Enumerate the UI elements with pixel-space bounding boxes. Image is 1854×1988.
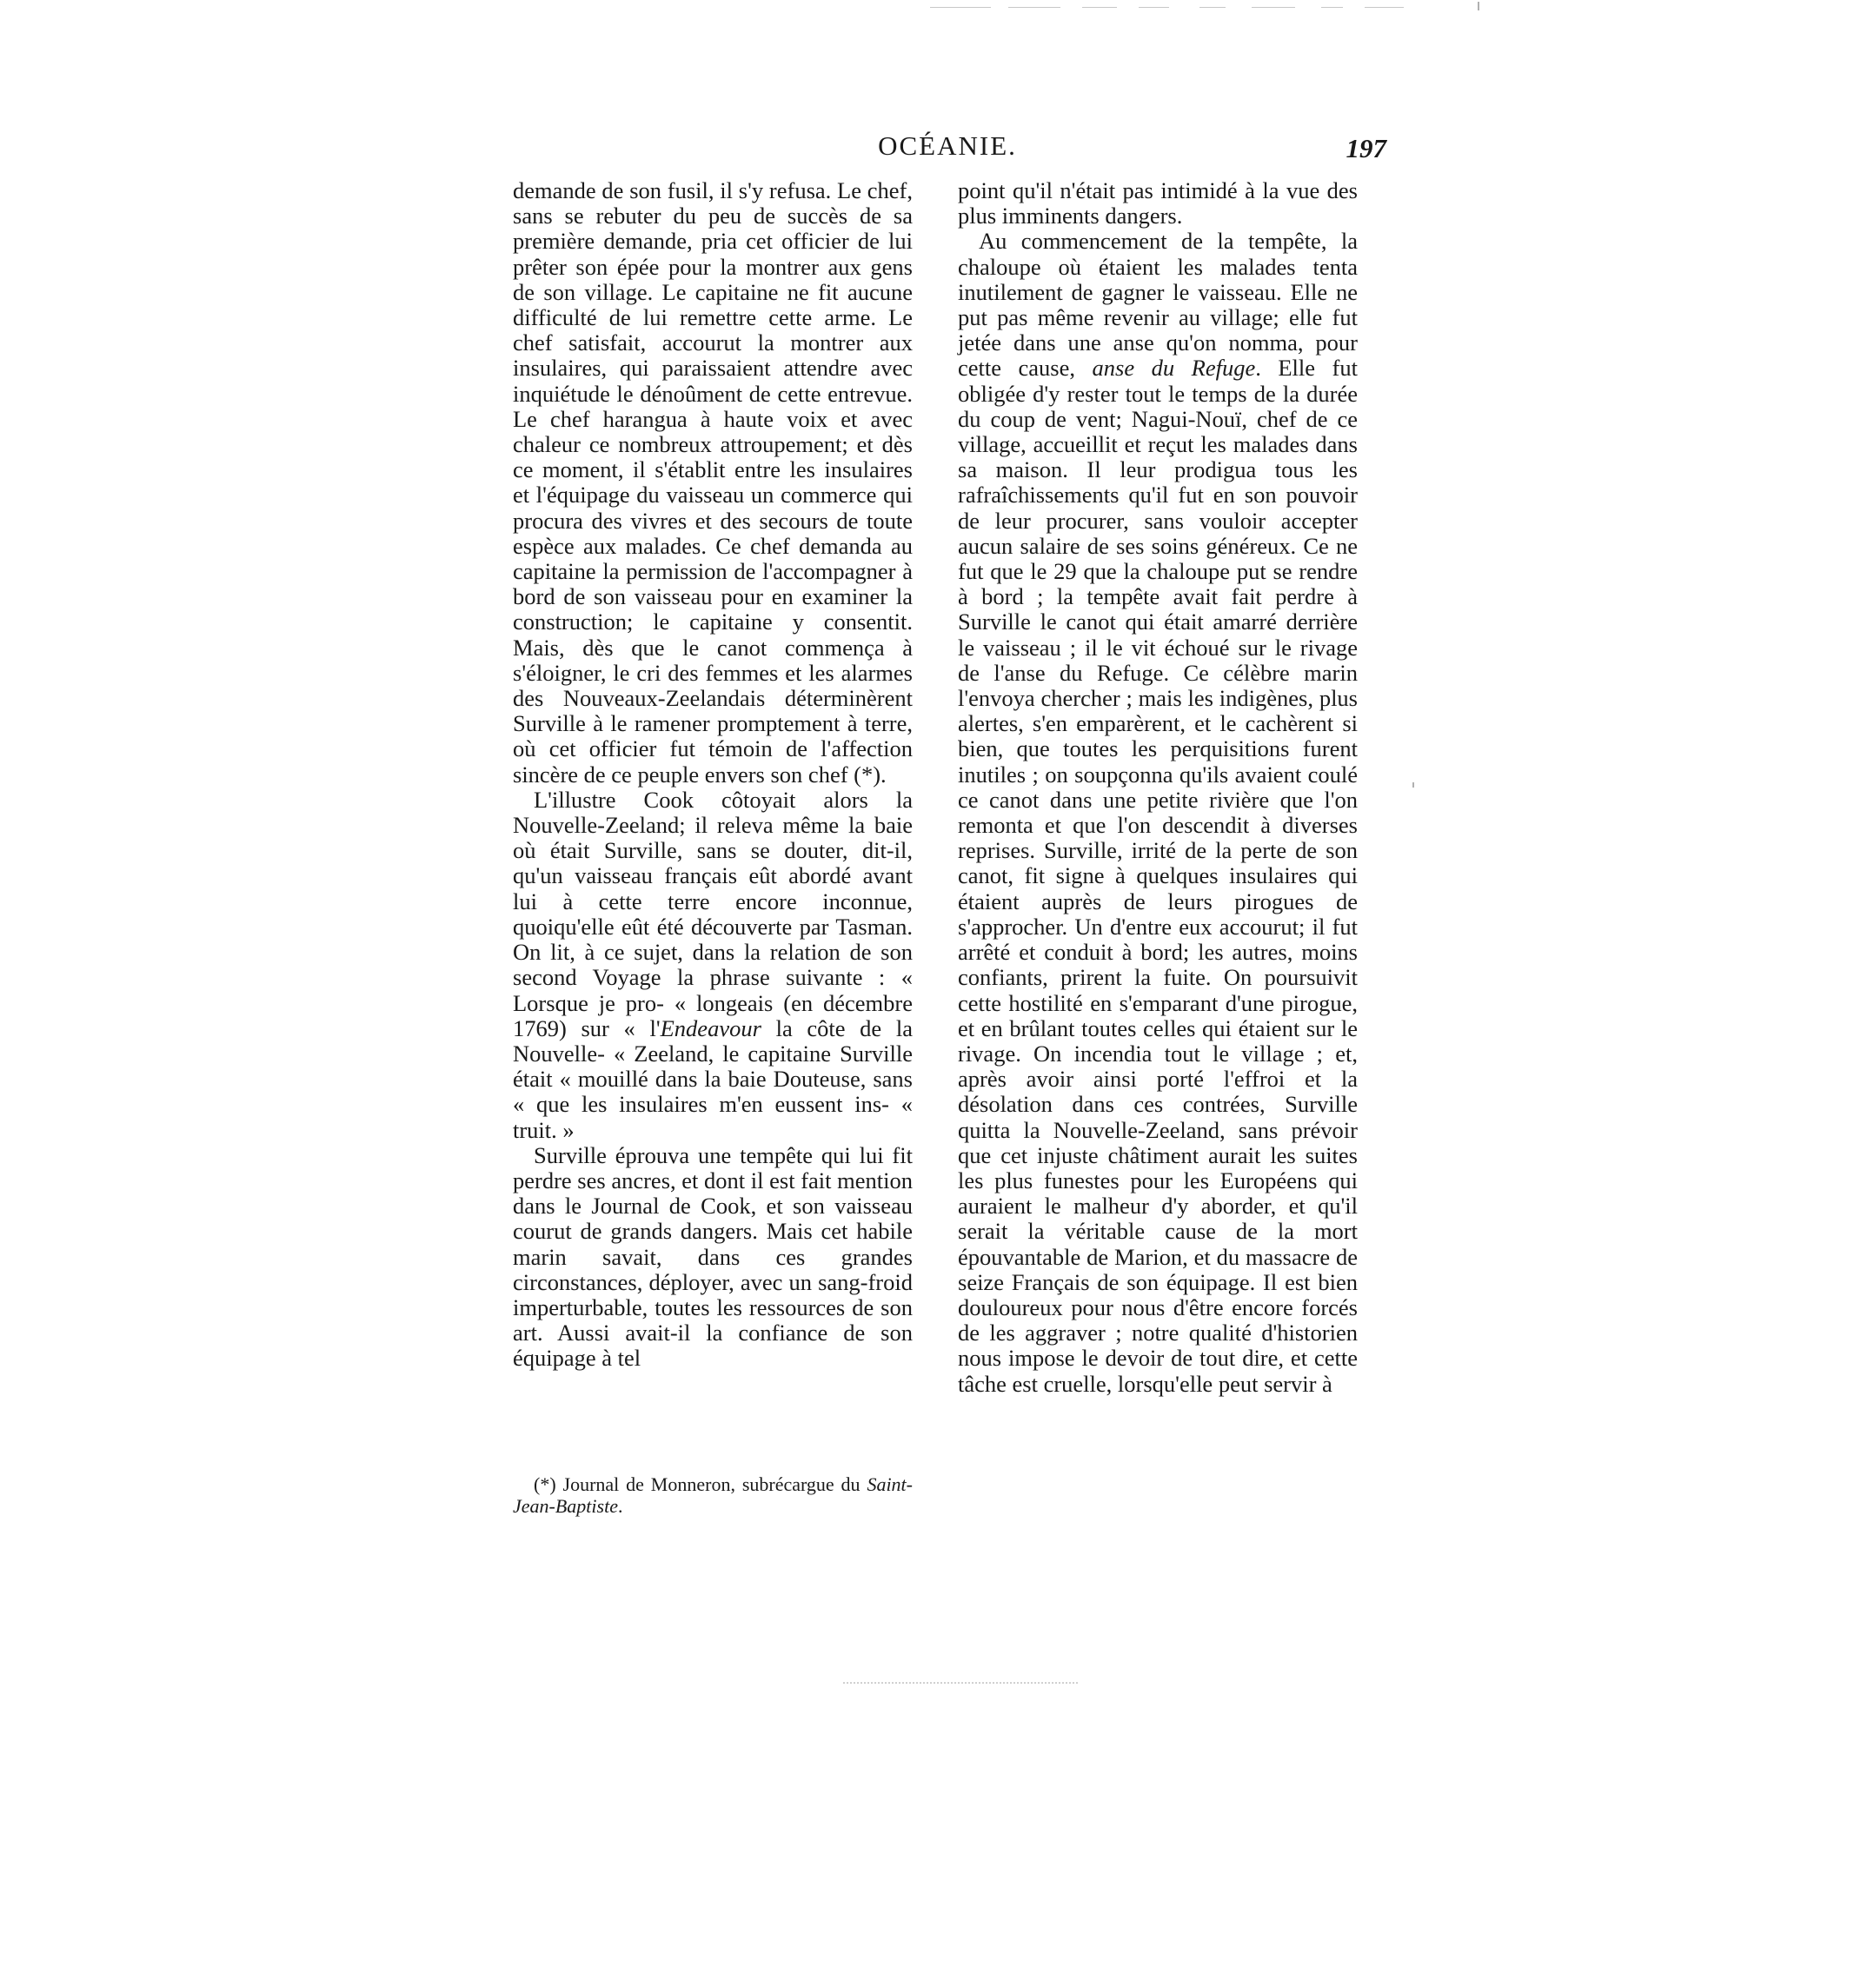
paragraph: [513, 788, 913, 1143]
scan-line: [1365, 7, 1404, 8]
scan-line: [1082, 7, 1117, 8]
page-number: 197: [1346, 133, 1386, 163]
text-run: Au commencement de la tempête, la chaloupe où étaient les malades tenta inutilement de gagner le vaisseau. Elle ne put pas même revenir au village; elle fut jetée dans une anse qu'on nomma, pour cette cause,: [958, 228, 1358, 382]
footnote-ship: Saint-Jean-Baptiste: [513, 1473, 913, 1517]
running-head: OCÉANIE.: [878, 130, 1017, 161]
footnote-text: (*) Journal de Monneron, subrécargue du: [534, 1473, 867, 1495]
left-column: [513, 178, 913, 1372]
paragraph: point qu'il n'était pas intimidé à la vue des plus imminents dangers.: [958, 177, 1358, 229]
scan-mark: [1478, 2, 1479, 10]
footnote-end: .: [617, 1495, 623, 1517]
scan-line: [930, 7, 991, 8]
text-run: L'illustre Cook côtoyait alors la Nouvelle-Zeeland; il releva même la baie où était Surville, sans se douter, dit-il, qu'un vaisseau français eût abordé avant lui à cette terre encore inconnue, quoiqu'elle eût été découverte par Tasman. On lit, à ce sujet, dans la relation de son second Voyage la phrase suivante : « Lorsque je pro- « longeais (en décembre 1769) sur « l': [513, 786, 913, 1041]
scan-line: [1139, 7, 1169, 8]
paragraph: Surville éprouva une tempête qui lui fit perdre ses ancres, et dont il est fait mention dans le Journal de Cook, et son vaisseau courut de grands dangers. Mais cet habile marin savait, dans ces grandes circonstances, déployer, avec un sang-froid imperturbable, toutes les ressources de son art. Aussi avait-il la confiance de son équipage à tel: [513, 1141, 913, 1372]
text-run: la côte de la Nouvelle- « Zeeland, le capitaine Surville était « mouillé dans la baie Douteuse, sans « que les insulaires m'en eussent ins- « truit. »: [513, 1014, 913, 1143]
text-run: . Elle fut obligée d'y rester tout le temps de la durée du coup de vent; Nagui-Nouï, chef de ce village, accueillit et reçut les malades dans sa maison. Il leur prodigua tous les rafraîchissements qu'il fut en son pouvoir de leur procurer, sans vouloir accepter aucun salaire de ses soins généreux. Ce ne fut que le 29 que la chaloupe put se rendre à bord ; la tempête avait fait perdre à Surville le canot qui était amarré derrière le vaisseau ; il le vit échoué sur le rivage de l'anse du Refuge. Ce célèbre marin l'envoya chercher ; mais les indigènes, plus alertes, s'en emparèrent, et le cachèrent si bien, que toutes les perquisitions furent inutiles ; on soupçonna qu'ils avaient coulé ce canot dans une petite rivière que l'on remonta et que l'on descendit à diverses reprises. Surville, irrité de la perte de son canot, fit signe à quelques insulaires qui étaient auprès de leurs pirogues de s'approcher. Un d'entre eux accourut; il fut arrêté et conduit à bord; les autres, moins confiants, prirent la fuite. On poursuivit cette hostilité en s'emparant d'une pirogue, et en brûlant toutes celles qui étaient sur le rivage. On incendia tout le village ; et, après avoir ainsi porté l'effroi et la désolation dans ces contrées, Surville quitta la Nouvelle-Zeeland, sans prévoir que cet injuste châtiment aurait les suites les plus funestes pour les Européens qui auraient le malheur d'y aborder, et qu'il serait la véritable cause de la mort épouvantable de Marion, et du massacre de seize Français de son équipage. Il est bien douloureux pour nous d'être encore forcés de les aggraver ; notre qualité d'historien nous impose le devoir de tout dire, et cette tâche est cruelle, lorsqu'elle peut servir à: [958, 355, 1358, 1397]
scan-mark: [1412, 782, 1414, 788]
scan-line: [1008, 7, 1060, 8]
paragraph: demande de son fusil, il s'y refusa. Le chef, sans se rebuter du peu de succès de sa première demande, pria cet officier de lui prêter son épée pour la montrer aux gens de son village. Le capitaine ne fit aucune difficulté de lui remettre cette arme. Le chef satisfait, accourut la montrer aux insulaires, qui paraissaient attendre avec inquiétude le dénoûment de cette entrevue. Le chef harangua à haute voix et avec chaleur ce nombreux attroupement; et dès ce moment, il s'établit entre les insulaires et l'équipage du vaisseau un commerce qui procura des vivres et des secours de toute espèce aux malades. Ce chef demanda au capitaine la permission de l'accompagner à bord de son vaisseau pour en examiner la construction; le capitaine y consentit. Mais, dès que le canot commença à s'éloigner, le cri des femmes et les alarmes des Nouveaux-Zeelandais déterminèrent Surville à le ramener promptement à terre, où cet officier fut témoin de l'affection sincère de ce peuple envers son chef (*).: [513, 177, 913, 788]
scan-line: [1199, 7, 1226, 8]
right-column: [958, 178, 1358, 1397]
footnote: [513, 1473, 913, 1517]
paragraph: [958, 229, 1358, 1396]
scan-dots: [843, 1682, 1078, 1685]
scan-line: [1321, 7, 1343, 8]
place-name: anse du Refuge: [1092, 355, 1256, 382]
ship-name: Endeavour: [660, 1014, 761, 1041]
scan-line: [1252, 7, 1295, 8]
